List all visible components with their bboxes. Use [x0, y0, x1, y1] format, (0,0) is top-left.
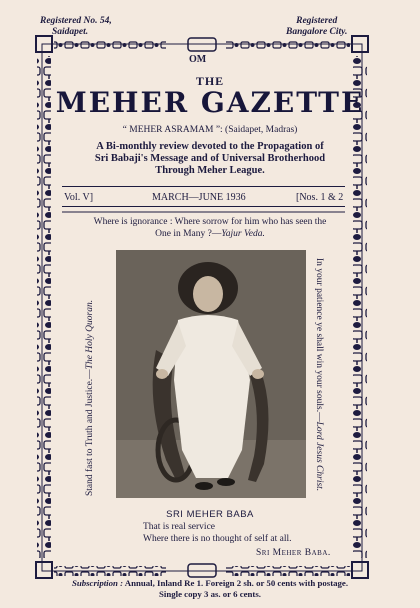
- portrait-photo: [116, 250, 306, 498]
- the-label: THE: [195, 74, 225, 88]
- om-mark: OM: [189, 54, 207, 65]
- registration-left-line2: Saidapet.: [52, 27, 89, 37]
- subscription-line2: Single copy 3 as. or 6 cents.: [159, 589, 261, 599]
- issue-rule-top: [62, 186, 345, 187]
- registration-left-line1: Registered No. 54,: [40, 16, 112, 26]
- side-quote-left-source: The Holy Quoran.: [85, 299, 95, 370]
- quote-bottom-attribution: Sri Meher Baba.: [256, 548, 331, 558]
- side-quote-right: [314, 258, 324, 496]
- issue-rule-bottom: [62, 206, 345, 207]
- quote-bottom-line1: That is real service: [143, 522, 216, 532]
- subscription-line1-rest: Annual, Inland Re 1. Foreign 2 sh. or 50 cents with postage.: [123, 578, 349, 588]
- description: [0, 141, 420, 177]
- subscription-line1: [0, 578, 420, 589]
- subscription-label: Subscription :: [71, 578, 124, 588]
- photo-caption: SRI MEHER BABA: [166, 509, 254, 520]
- subscription-info: [0, 578, 420, 600]
- issue-date: MARCH—JUNE 1936: [152, 192, 246, 203]
- quote-top-line1: Where is ignorance : Where sorrow for him who has seen the: [93, 217, 327, 227]
- description-line2: Sri Babaji's Message and of Universal Brotherhood: [94, 153, 326, 164]
- portrait-illustration: [116, 250, 306, 498]
- side-quote-left-text: Stand fast to Truth and Justice.—: [85, 369, 95, 496]
- quote-bottom-line2: Where there is no thought of self at all.: [143, 534, 292, 544]
- registration-right-line2: Bangalore City.: [286, 27, 348, 37]
- issue-volume: Vol. V]: [64, 192, 94, 203]
- quote-top-line2: [60, 228, 360, 240]
- side-quote-right-source: Lord Jesus Christ.: [314, 421, 324, 492]
- side-quote-right-text: In your patience ye shall win your souls.—: [314, 258, 324, 422]
- issue-numbers: [Nos. 1 & 2: [296, 192, 344, 203]
- ashram-line: “ MEHER ASRAMAM ”: (Saidapet, Madras): [122, 125, 298, 135]
- description-line3: Through Meher League.: [155, 165, 265, 176]
- registration-left: [40, 16, 112, 38]
- quote-top-line2-text: One in Many ?—: [155, 229, 222, 239]
- quote-top-source: Yajur Veda.: [221, 229, 265, 239]
- side-quote-left: [85, 258, 95, 496]
- registration-right-line1: Registered: [296, 16, 338, 26]
- description-line1: A Bi-monthly review devoted to the Propagation of: [96, 141, 324, 152]
- masthead-title: MEHER GAZETTE: [55, 86, 365, 119]
- quote-top: [60, 216, 360, 240]
- registration-right: [286, 16, 347, 38]
